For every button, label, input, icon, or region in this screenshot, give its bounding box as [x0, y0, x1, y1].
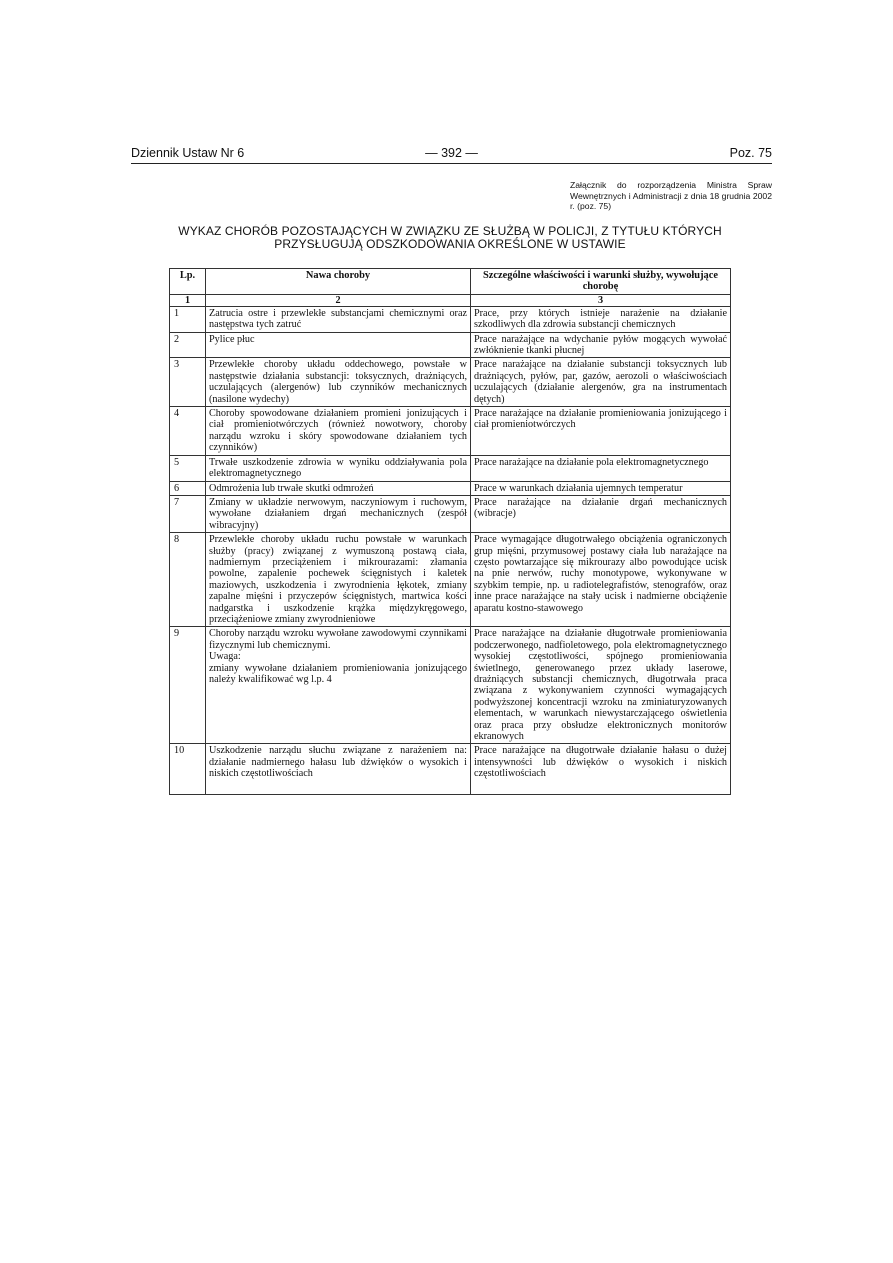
- row-disease: Choroby narządu wzroku wywołane zawodowymi czynnikami fizycznymi lub chemicznymi.: [209, 628, 467, 651]
- note-text: zmiany wywołane działaniem promieniowania jonizującego należy kwalifikować wg l.p. 4: [209, 662, 467, 685]
- table-row: [170, 306, 731, 332]
- row-lp: 2: [170, 332, 206, 358]
- row-conditions: Prace narażające na działanie promieniowania jonizującego i ciał promieniotwórczych: [471, 407, 731, 456]
- column-number: 2: [206, 294, 471, 306]
- row-conditions: Prace, przy których istnieje narażenie na działanie szkodliwych dla zdrowia substancji chemicznych: [471, 306, 731, 332]
- table-row: [170, 495, 731, 532]
- row-lp: 4: [170, 407, 206, 456]
- row-conditions: Prace narażające na długotrwałe działanie hałasu o dużej intensywności lub dźwięków o wysokich i niskich częstotliwościach: [471, 744, 731, 795]
- table-row: [170, 533, 731, 627]
- table-row: [170, 744, 731, 795]
- table-header-row: [170, 269, 731, 295]
- disease-table-wrapper: [169, 268, 730, 795]
- annex-note: Załącznik do rozporządzenia Ministra Spraw Wewnętrznych i Administracji z dnia 18 grudnia 2002 r. (poz. 75): [570, 180, 772, 211]
- journal-name: Dziennik Ustaw Nr 6: [131, 146, 245, 160]
- position-number: Poz. 75: [729, 146, 772, 160]
- header-conditions: Szczególne właściwości i warunki służby, wywołujące chorobę: [471, 269, 731, 295]
- row-conditions: Prace narażające na działanie długotrwałe promieniowania podczerwonego, nadfioletowego, pola elektromagnetycznego wysokiej częstotliwości, spójnego promieniowania świetlnego, generowanego przez układy laserowe, drażniących substancji chemicznych, długotrwała praca związana z wykonywaniem czynności wymagających podwyższonej koncentracji wzroku na zminiaturyzowanych elementach, w warunkach niewystarczającego oświetlenia oraz praca przy obsłudze elektronicznych monitorów ekranowych: [471, 627, 731, 744]
- column-number-row: [170, 294, 731, 306]
- document-title: [150, 225, 750, 251]
- note-label: Uwaga:: [209, 651, 241, 663]
- title-line-1: WYKAZ CHORÓB POZOSTAJĄCYCH W ZWIĄZKU ZE SŁUŻBĄ W POLICJI, Z TYTUŁU KTÓRYCH: [178, 224, 722, 238]
- row-lp: 10: [170, 744, 206, 795]
- row-disease: Pylice płuc: [206, 332, 471, 358]
- row-lp: 7: [170, 495, 206, 532]
- row-disease: Odmrożenia lub trwałe skutki odmrożeń: [206, 481, 471, 495]
- row-conditions: Prace wymagające długotrwałego obciążenia ograniczonych grup mięśni, przymusowej postawy ciała lub narażające na często powtarzające się mikrourazy albo powodujące ucisk na pnie nerwów, ruchy monotypowe, wykonywane w szybkim tempie, np. u radiotelegrafistów, stenografów, oraz inne prace narażające na stały ucisk i nadmierne obciążenie aparatu kostno-stawowego: [471, 533, 731, 627]
- table-row: [170, 358, 731, 407]
- table-row: [170, 407, 731, 456]
- column-number: 3: [471, 294, 731, 306]
- column-number: 1: [170, 294, 206, 306]
- disease-table: [169, 268, 731, 795]
- row-lp: 5: [170, 455, 206, 481]
- row-disease: Przewlekłe choroby układu ruchu powstałe w warunkach służby (pracy) związanej z wymuszoną postawą ciała, nadmiernym przeciążeniem i mikrourazami: złamania powolne, zapalenie pochewek ścięgnistych i kaletek maziowych, uszkodzenia i zwyrodnienia łękotek, zmiany zapalne mięśni i przyczepów ścięgnistych, martwica kości nadgarstka i uszkodzenie krążka międzykręgowego, przeciążeniowe zmiany zwyrodnieniowe: [206, 533, 471, 627]
- row-lp: 3: [170, 358, 206, 407]
- table-row: [170, 627, 731, 744]
- row-disease: Zmiany w układzie nerwowym, naczyniowym i ruchowym, wywołane działaniem drgań mechanicznych (zespół wibracyjny): [206, 495, 471, 532]
- row-conditions: Prace narażające na wdychanie pyłów mogących wywołać zwłóknienie tkanki płucnej: [471, 332, 731, 358]
- page-number: — 392 —: [425, 146, 478, 160]
- row-disease: Uszkodzenie narządu słuchu związane z narażeniem na: działanie nadmiernego hałasu lub dźwięków o wysokich i niskich częstotliwościach: [206, 744, 471, 795]
- header-lp: Lp.: [170, 269, 206, 295]
- row-lp: 8: [170, 533, 206, 627]
- row-disease: Trwałe uszkodzenie zdrowia w wyniku oddziaływania pola elektromagnetycznego: [206, 455, 471, 481]
- title-line-2: PRZYSŁUGUJĄ ODSZKODOWANIA OKREŚLONE W USTAWIE: [274, 237, 626, 251]
- row-lp: 1: [170, 306, 206, 332]
- row-disease-cell: [206, 627, 471, 744]
- row-disease: Choroby spowodowane działaniem promieni jonizujących i ciał promieniotwórczych (również nowotwory, choroby narządu wzroku i skóry spowodowane działaniem tych czynników): [206, 407, 471, 456]
- row-conditions: Prace w warunkach działania ujemnych temperatur: [471, 481, 731, 495]
- row-conditions: Prace narażające na działanie drgań mechanicznych (wibracje): [471, 495, 731, 532]
- row-conditions: Prace narażające na działanie pola elektromagnetycznego: [471, 455, 731, 481]
- row-disease: Przewlekłe choroby układu oddechowego, powstałe w następstwie działania substancji: toksycznych, drażniących, uczulających (alergenów) lub czynników mechanicznych (nasilone wydechy): [206, 358, 471, 407]
- table-row: [170, 332, 731, 358]
- row-conditions: Prace narażające na działanie substancji toksycznych lub drażniących, pyłów, par, gazów, aerozoli o właściwościach uczulających (działanie alergenów, gra na instrumentach dętych): [471, 358, 731, 407]
- row-lp: 6: [170, 481, 206, 495]
- row-disease: Zatrucia ostre i przewlekłe substancjami chemicznymi oraz następstwa tych zatruć: [206, 306, 471, 332]
- table-row: [170, 455, 731, 481]
- header-disease: Nawa choroby: [206, 269, 471, 295]
- page-header: [131, 145, 772, 164]
- row-lp: 9: [170, 627, 206, 744]
- table-row: [170, 481, 731, 495]
